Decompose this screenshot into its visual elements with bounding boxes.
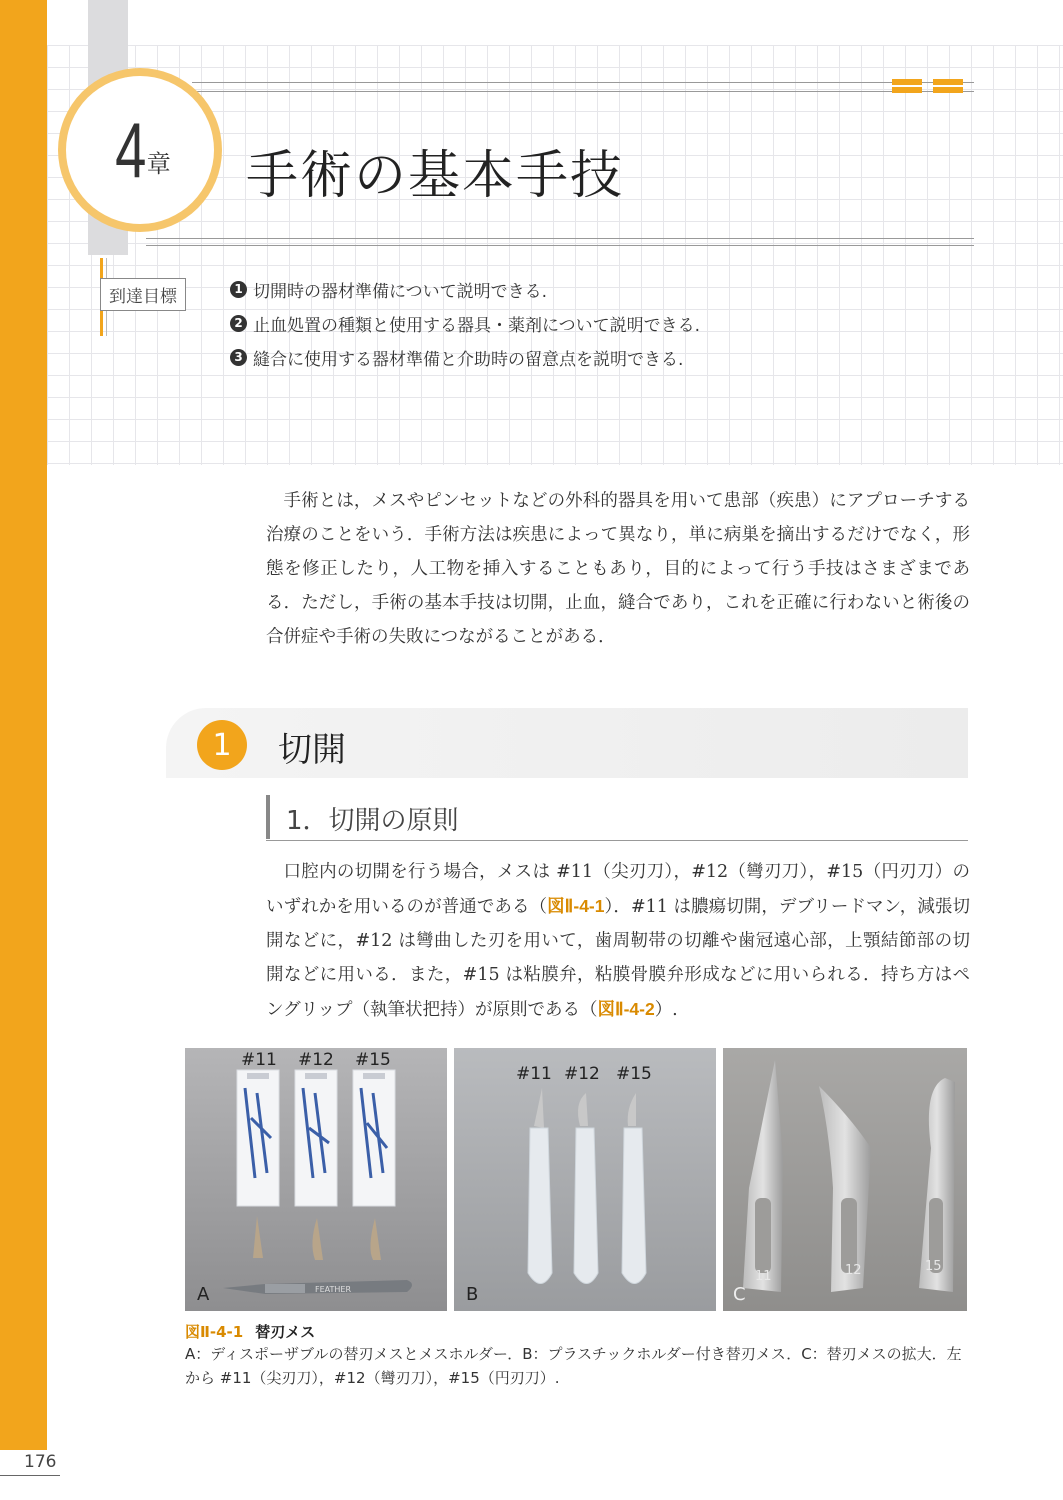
page-edge-bar	[0, 0, 47, 1450]
figure-caption: A：ディスポーザブルの替刃メスとメスホルダー．B：プラスチックホルダー付き替刃メス．C：替刃メスの拡大．左から #11（尖刃刀），#12（彎刃刀），#15（円刃刀）.	[185, 1345, 962, 1387]
figure-photo-a	[185, 1048, 447, 1311]
blade-number: 11	[755, 1269, 772, 1284]
panel-letter: B	[466, 1284, 479, 1305]
blade-package	[295, 1070, 337, 1206]
subsection-paragraph: 口腔内の切開を行う場合，メスは #11（尖刃刀），#12（彎刃刀），#15（円刃刀）のいずれかを用いるのが普通である（図Ⅱ-4-1）．#11 は膿瘍切開，デブリードマン，減張切開などに，#12 は彎曲した刃を用いて，歯周靭帯の切離や歯冠遠心部，上顎結節部の切開などに用いる．また，#15 は粘膜弁，粘膜骨膜弁形成などに用いられる．持ち方はペングリップ（執筆状把持）が原則である（図Ⅱ-4-2）.	[266, 862, 971, 1020]
header-decoration	[892, 79, 922, 93]
goals-list	[230, 272, 700, 374]
chapter-number: 4	[115, 106, 147, 194]
subsection-title: 1．切開の原則	[286, 806, 459, 836]
figure-title: 替刃メス	[255, 1323, 316, 1341]
subsection-rule	[266, 840, 968, 841]
goal-item	[230, 306, 700, 340]
chapter-badge	[58, 68, 222, 232]
intro-paragraph: 手術とは，メスやピンセットなどの外科的器具を用いて患部（疾患）にアプローチする治療のことをいう．手術方法は疾患によって異なり，単に病巣を摘出するだけでなく，形態を修正したり，人工物を挿入することもあり，目的によって行う手技はさまざまである．ただし，手術の基本手技は切開，止血，縫合であり，これを正確に行わないと術後の合併症や手術の失敗につながることがある．	[266, 491, 970, 647]
subsection-bar	[266, 795, 270, 839]
header-decoration	[933, 79, 963, 93]
goal-number-icon: 2	[230, 315, 247, 332]
figure-photo-c	[723, 1048, 967, 1311]
goals-tag: 到達目標	[100, 278, 186, 311]
figure-id: 図Ⅱ-4-1	[185, 1323, 244, 1341]
goal-text: 縫合に使用する器材準備と介助時の留意点を説明できる.	[253, 349, 684, 370]
blade-label: #12	[298, 1050, 334, 1070]
panel-letter: A	[197, 1284, 210, 1305]
panel-letter: C	[733, 1284, 746, 1305]
section-title: 切開	[278, 730, 346, 770]
blade-package	[237, 1070, 279, 1206]
figure-caption-title	[185, 1321, 315, 1342]
goal-text: 切開時の器材準備について説明できる.	[253, 281, 548, 302]
blade-label: #12	[564, 1064, 600, 1084]
figure-reference-link[interactable]: 図Ⅱ-4-1	[547, 896, 605, 916]
page-number-rule	[0, 1475, 60, 1476]
svg-text:FEATHER: FEATHER	[315, 1285, 352, 1294]
blade-number: 12	[845, 1263, 862, 1278]
goal-number-icon: 1	[230, 281, 247, 298]
blade-label: #15	[616, 1064, 652, 1084]
blade-closeup-illustration	[723, 1048, 967, 1311]
page-number: 176	[24, 1452, 57, 1472]
chapter-label: 章	[146, 149, 171, 178]
blade-label: #15	[355, 1050, 391, 1070]
header-top-rule	[192, 82, 974, 92]
section-number-badge: 1	[197, 720, 247, 770]
chapter-title: 手術の基本手技	[246, 146, 625, 206]
figure-photo-b	[454, 1048, 716, 1311]
figure-reference-link[interactable]: 図Ⅱ-4-2	[597, 999, 655, 1019]
goal-item	[230, 272, 700, 306]
goal-text: 止血処置の種類と使用する器具・薬剤について説明できる.	[253, 315, 701, 336]
blade-number: 15	[925, 1259, 942, 1274]
blade-package	[353, 1070, 395, 1206]
goal-number-icon: 3	[230, 349, 247, 366]
blade-label: #11	[516, 1064, 552, 1084]
scalpel-packages-illustration	[185, 1048, 447, 1311]
goal-item	[230, 340, 700, 374]
header-bottom-rule	[146, 238, 974, 246]
blade-label: #11	[241, 1050, 277, 1070]
plastic-scalpels-illustration	[454, 1048, 716, 1311]
